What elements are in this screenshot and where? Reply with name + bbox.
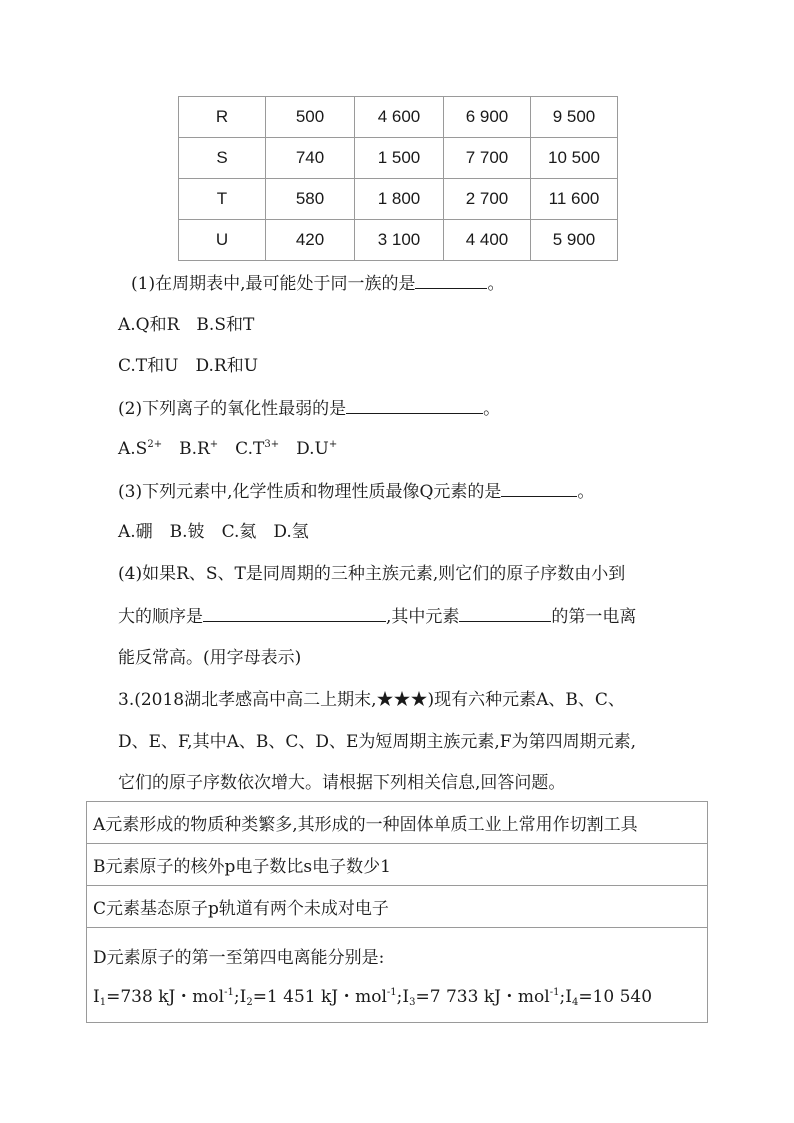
table-cell: 740 <box>266 138 355 179</box>
table-cell: 4 600 <box>355 97 444 138</box>
subscript: 3 <box>409 997 416 1008</box>
answer-blank <box>501 480 577 497</box>
problem-3-line-1: 3.(2018湖北孝感高中高二上期末,★★★)现有六种元素A、B、C、 <box>118 690 625 710</box>
answer-blank <box>346 397 483 414</box>
table-cell: 11 600 <box>531 179 618 220</box>
i3-symbol: ;I <box>396 987 410 1007</box>
table-row <box>87 886 708 928</box>
option-c: C.T <box>218 439 265 459</box>
answer-blank <box>203 605 386 622</box>
table-cell: 1 800 <box>355 179 444 220</box>
table-cell: 3 100 <box>355 220 444 261</box>
table-cell: 580 <box>266 179 355 220</box>
table-cell: 420 <box>266 220 355 261</box>
subscript: 1 <box>99 997 107 1008</box>
table-cell: S <box>179 138 266 179</box>
i3-value: =7 733 kJ・mol <box>415 987 550 1007</box>
i1-value: =738 kJ・mol <box>106 987 225 1007</box>
question-1-options-c-d: C.T和U D.R和U <box>118 356 259 376</box>
table-cell: 1 500 <box>355 138 444 179</box>
question-text: (3)下列元素中,化学性质和物理性质最像Q元素的是 <box>118 482 502 502</box>
question-end: 。 <box>483 399 501 419</box>
question-text: 大的顺序是 <box>118 607 203 627</box>
table-cell: R <box>179 97 266 138</box>
superscript: -1 <box>549 987 560 998</box>
ionization-energy-table <box>178 96 618 261</box>
question-2-stem <box>118 397 500 420</box>
question-end: 。 <box>487 274 505 294</box>
option-a: A.S <box>118 439 148 459</box>
table-cell: 6 900 <box>444 97 531 138</box>
table-cell: 500 <box>266 97 355 138</box>
info-c: C元素基态原子p轨道有两个未成对电子 <box>87 886 708 928</box>
charge-sup: + <box>209 439 219 450</box>
info-d-line-1: D元素原子的第一至第四电离能分别是: <box>93 948 385 968</box>
i2-value: =1 451 kJ・mol <box>252 987 387 1007</box>
option-d: D.U <box>279 439 329 459</box>
superscript: -1 <box>224 987 234 998</box>
i2-symbol: ;I <box>233 987 247 1007</box>
question-text: ,其中元素 <box>386 607 460 627</box>
table-cell: 9 500 <box>531 97 618 138</box>
question-text: (2)下列离子的氧化性最弱的是 <box>118 399 347 419</box>
superscript: -1 <box>386 987 397 998</box>
problem-3-line-2: D、E、F,其中A、B、C、D、E为短周期主族元素,F为第四周期元素, <box>118 732 637 752</box>
table-cell: 10 500 <box>531 138 618 179</box>
table-row <box>179 97 618 138</box>
charge-sup: 3+ <box>264 439 280 450</box>
table-cell: T <box>179 179 266 220</box>
table-row <box>87 802 708 844</box>
table-row <box>87 844 708 886</box>
table-row <box>179 220 618 261</box>
question-3-options: A.硼 B.铍 C.氦 D.氢 <box>118 522 309 542</box>
table-cell: 4 400 <box>444 220 531 261</box>
option-b: B.R <box>162 439 210 459</box>
question-4-line-2 <box>118 605 636 628</box>
table-cell: 2 700 <box>444 179 531 220</box>
answer-blank <box>459 605 551 622</box>
question-1-options-a-b: A.Q和R B.S和T <box>118 315 255 335</box>
info-a: A元素形成的物质种类繁多,其形成的一种固体单质工业上常用作切割工具 <box>87 802 708 844</box>
question-2-options <box>118 438 337 460</box>
i1-symbol: I <box>93 987 100 1007</box>
info-d <box>87 928 708 1023</box>
i4-value: =10 540 <box>578 987 653 1007</box>
question-end: 。 <box>577 482 595 502</box>
charge-sup: 2+ <box>147 439 163 450</box>
i4-symbol: ;I <box>559 987 572 1007</box>
element-info-table <box>86 801 708 1023</box>
question-4-line-1: (4)如果R、S、T是同周期的三种主族元素,则它们的原子序数由小到 <box>118 564 626 584</box>
question-4-line-3: 能反常高。(用字母表示) <box>118 648 302 668</box>
info-b: B元素原子的核外p电子数比s电子数少1 <box>87 844 708 886</box>
table-cell: U <box>179 220 266 261</box>
answer-blank <box>415 272 487 289</box>
table-row <box>179 179 618 220</box>
question-3-stem <box>118 480 594 503</box>
table-row <box>87 928 708 1023</box>
table-row <box>179 138 618 179</box>
subscript: 2 <box>246 997 253 1008</box>
question-text: 的第一电离 <box>551 607 637 627</box>
question-1-stem <box>131 272 504 295</box>
charge-sup: + <box>328 439 338 450</box>
question-text: (1)在周期表中,最可能处于同一族的是 <box>131 274 416 294</box>
ionization-values <box>93 982 701 1007</box>
table-cell: 7 700 <box>444 138 531 179</box>
table-cell: 5 900 <box>531 220 618 261</box>
subscript: 4 <box>571 997 579 1008</box>
problem-3-line-3: 它们的原子序数依次增大。请根据下列相关信息,回答问题。 <box>118 773 566 793</box>
